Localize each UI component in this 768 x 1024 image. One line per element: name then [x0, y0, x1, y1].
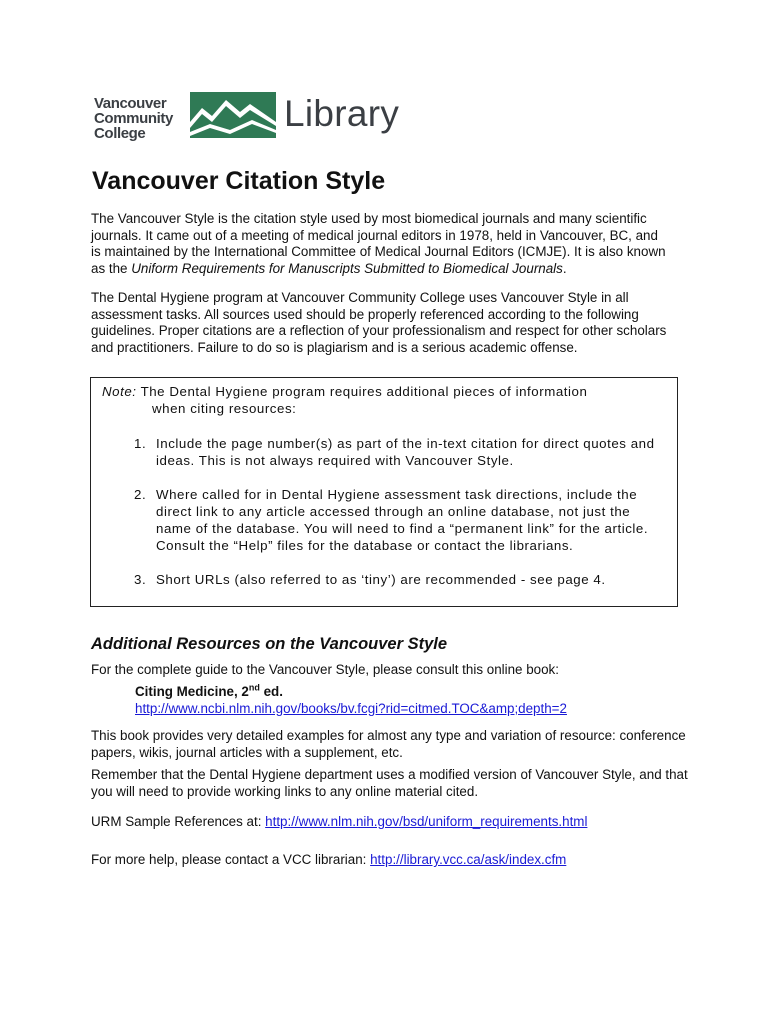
intro-p1-italic: Uniform Requirements for Manuscripts Submitted to Biomedical Journals	[131, 260, 563, 276]
help-line	[91, 852, 691, 869]
help-label: For more help, please contact a VCC librarian:	[91, 852, 371, 867]
urm-line	[91, 814, 691, 831]
logo-word-3: College	[94, 125, 146, 142]
note-header-line-2: when citing resources:	[152, 401, 297, 416]
urm-link[interactable]: http://www.nlm.nih.gov/bsd/uniform_requirements.html	[265, 814, 588, 829]
page-title: Vancouver Citation Style	[92, 167, 386, 195]
urm-label: URM Sample References at:	[91, 814, 266, 829]
note-label: Note:	[102, 384, 137, 399]
intro-p1-text: The Vancouver Style is the citation style used by most biomedical journals and many scientific journals. It came out of a meeting of medical journal editors in 1978, held in Vancouver, BC, and is maintained by the International Committee of Medical Journal Editors (ICMJE). It is also known as the	[91, 211, 666, 276]
logo-word-1: Vancouver	[94, 95, 167, 112]
intro-paragraph-2: The Dental Hygiene program at Vancouver Community College uses Vancouver Style in all assessment tasks. All sources used should be properly referenced according to the following guidelines. Proper citations are a reflection of your professionalism and respect for other scholars and practitioners. Failure to do so is plagiarism and is a serious academic offense.	[91, 290, 667, 355]
note-header-line-1: The Dental Hygiene program requires additional pieces of information	[140, 384, 588, 399]
book-link[interactable]: http://www.ncbi.nlm.nih.gov/books/bv.fcgi?rid=citmed.TOC&amp;depth=2	[135, 700, 567, 716]
note-item-text: Short URLs (also referred to as ‘tiny’) are recommended - see page 4.	[156, 572, 606, 587]
resources-heading: Additional Resources on the Vancouver Style	[91, 635, 448, 653]
intro-p1-end: .	[562, 260, 567, 276]
mountain-logo-icon	[190, 92, 276, 138]
book-title-text: Citing Medicine, 2	[135, 684, 249, 699]
note-item-text: Include the page number(s) as part of the in-text citation for direct quotes and ideas. This is not always required with Vancouver Style.	[156, 436, 655, 468]
logo-wordmark	[94, 96, 186, 141]
book-title-suffix: ed.	[259, 684, 283, 699]
note-item-3	[102, 571, 662, 588]
book-reference	[135, 684, 567, 717]
book-description: This book provides very detailed examples for almost any type and variation of resource: conference papers, wikis, journal articles with a supplement, etc.	[91, 728, 686, 760]
help-link[interactable]: http://library.vcc.ca/ask/index.cfm	[370, 852, 567, 867]
note-header	[102, 383, 662, 417]
note-box	[90, 377, 678, 607]
note-item-number: 3.	[134, 572, 147, 587]
note-content	[102, 383, 662, 588]
reminder-paragraph: Remember that the Dental Hygiene department uses a modified version of Vancouver Style, and that you will need to provide working links to any online material cited.	[91, 767, 688, 799]
note-item-number: 2.	[134, 487, 147, 502]
resources-intro: For the complete guide to the Vancouver Style, please consult this online book:	[91, 662, 559, 677]
book-title-sup: nd	[248, 682, 260, 693]
note-item-text: Where called for in Dental Hygiene assessment task directions, include the direct link to any article accessed through an online database, not just the name of the database. You will need to find a “permanent link” for the article. Consult the “Help” files for the database or contact the librarians.	[156, 487, 649, 553]
vcc-library-logo	[94, 88, 400, 144]
note-item-1	[102, 435, 662, 469]
book-title	[135, 684, 567, 701]
logo-word-2: Community	[94, 110, 173, 127]
intro-paragraph-1	[91, 211, 671, 277]
note-item-number: 1.	[134, 436, 147, 451]
note-item-2	[102, 486, 662, 554]
logo-library-text: Library	[284, 93, 400, 134]
